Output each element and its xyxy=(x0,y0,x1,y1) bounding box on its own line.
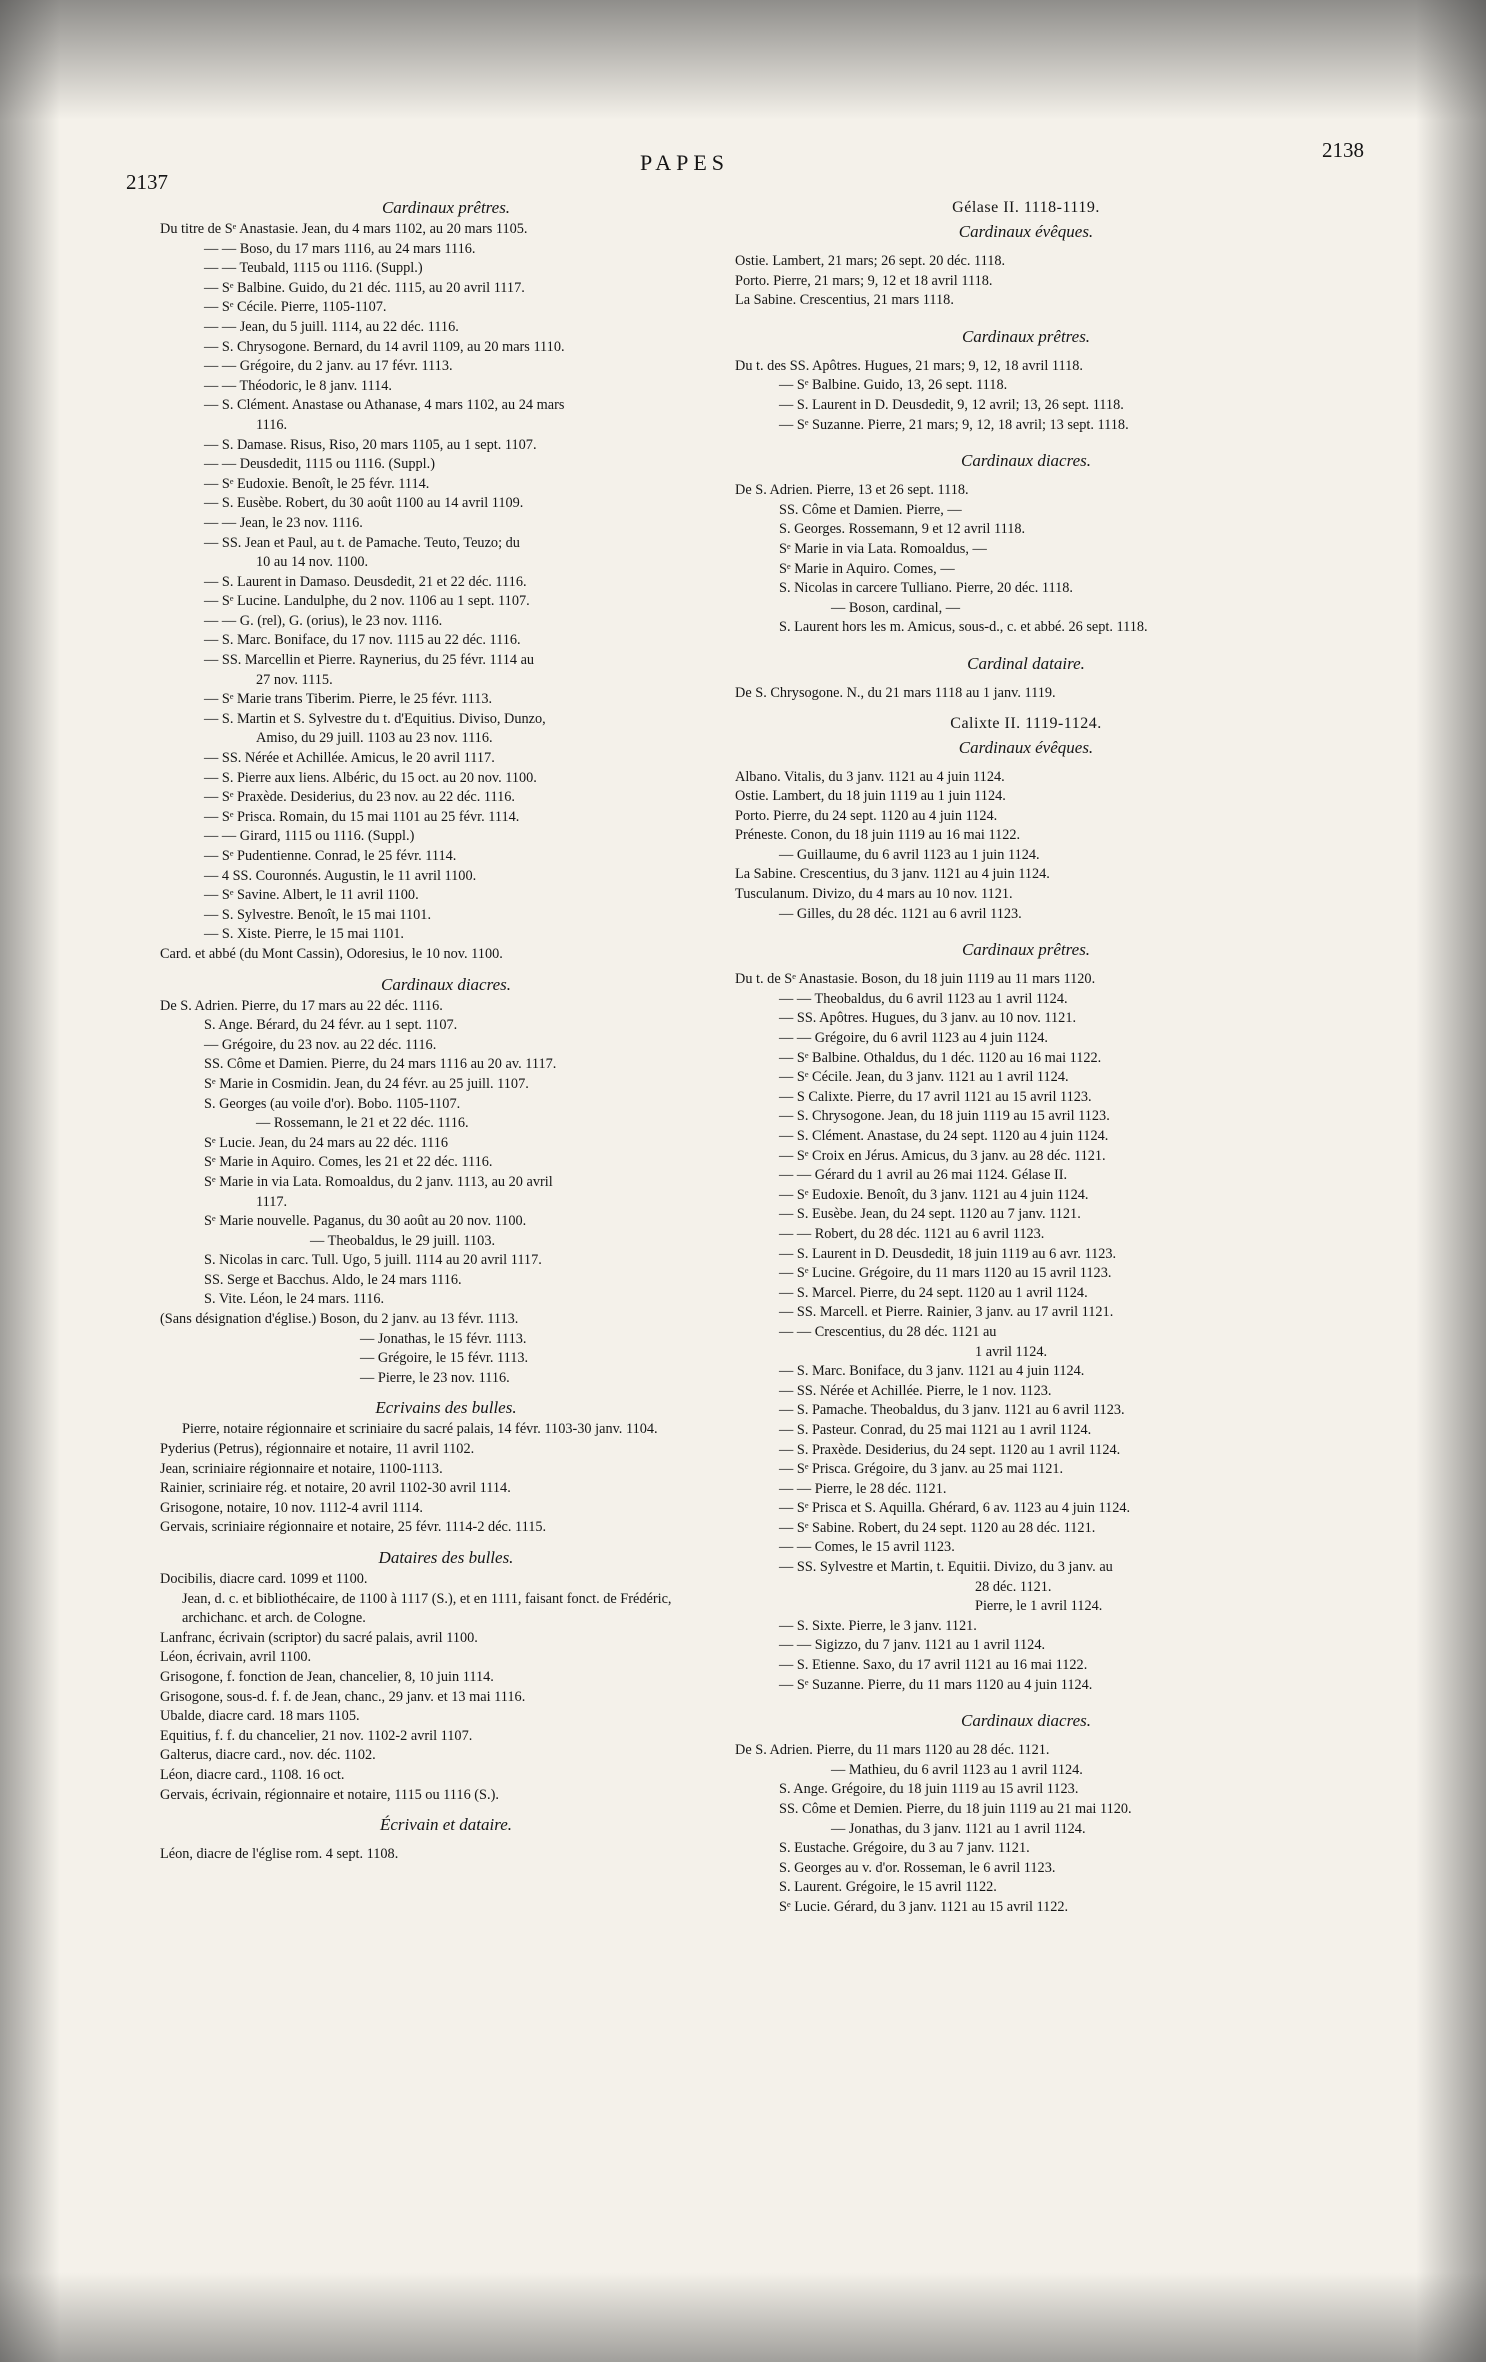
entry-line: — Sᵉ Pudentienne. Conrad, le 25 févr. 1114. xyxy=(204,848,457,864)
entry-line: — S. Marc. Boniface, du 17 nov. 1115 au 22 déc. 1116. xyxy=(204,632,521,649)
entry-line: Tusculanum. Divizo, du 4 mars au 10 nov. 1121. xyxy=(735,886,1013,903)
entry-line: — Sᵉ Balbine. Othaldus, du 1 déc. 1120 au 16 mai 1122. xyxy=(779,1049,1102,1066)
entry-line: — Sᵉ Cécile. Jean, du 3 janv. 1121 au 1 avril 1124. xyxy=(779,1069,1069,1086)
entry-line: SS. Côme et Damien. Pierre, du 24 mars 1116 au 20 av. 1117. xyxy=(204,1056,557,1073)
entry-line: 28 déc. 1121. xyxy=(975,1578,1052,1595)
entry-line: Du titre de Sᵉ Anastasie. Jean, du 4 mars 1102, au 20 mars 1105. xyxy=(160,221,528,237)
spacer xyxy=(735,1733,1317,1741)
entry-line: Sᵉ Marie in Cosmidin. Jean, du 24 févr. au 25 juill. 1107. xyxy=(204,1075,529,1092)
section-heading: Cardinaux prêtres. xyxy=(381,198,511,217)
entry-line: — S Calixte. Pierre, du 17 avril 1121 au 15 avril 1123. xyxy=(779,1088,1092,1105)
entry-line: SS. Côme et Damien. Pierre, — xyxy=(779,501,962,518)
entry-line: S. Laurent. Grégoire, le 15 avril 1122. xyxy=(779,1879,997,1896)
entry-line: Amiso, du 29 juill. 1103 au 23 nov. 1116. xyxy=(256,730,493,747)
entry-line: Porto. Pierre, du 24 sept. 1120 au 4 juin 1124. xyxy=(735,807,998,824)
section-heading: Cardinaux diacres. xyxy=(960,1711,1091,1731)
spacer xyxy=(735,638,1317,652)
entry-line: — S. Clément. Anastase ou Athanase, 4 mars 1102, au 24 mars xyxy=(204,397,565,414)
entry-line: Sᵉ Marie in via Lata. Romoaldus, — xyxy=(779,540,987,557)
entry-line: — S. Marc. Boniface, du 3 janv. 1121 au 4 juin 1124. xyxy=(779,1363,1085,1380)
right-column xyxy=(735,196,1317,1918)
section-heading: Cardinaux diacres. xyxy=(380,974,511,994)
entry-line: — 4 SS. Couronnés. Augustin, le 11 avril 1100. xyxy=(204,867,477,884)
entry-line: Albano. Vitalis, du 3 janv. 1121 au 4 juin 1124. xyxy=(735,768,1005,785)
entry-line: Docibilis, diacre card. 1099 et 1100. xyxy=(160,1571,368,1587)
entry-line: — S. Pierre aux liens. Albéric, du 15 oct. au 20 nov. 1100. xyxy=(204,769,537,786)
entry-line: — S. Sylvestre. Benoît, le 15 mai 1101. xyxy=(204,906,432,923)
entry-line: Card. et abbé (du Mont Cassin), Odoresius, le 10 nov. 1100. xyxy=(160,945,503,962)
entry-line: — Theobaldus, le 29 juill. 1103. xyxy=(310,1232,496,1249)
entry-line: Sᵉ Marie in Aquiro. Comes, — xyxy=(779,560,955,577)
spacer xyxy=(735,244,1317,252)
spacer xyxy=(160,1805,732,1813)
entry-line: Jean, d. c. et bibliothécaire, de 1100 à 1117 (S.), et en 1111, faisant fonct. de Frédéric, archichanc. et arch. de Cologne. xyxy=(182,1590,672,1627)
entry-line: — — Jean, le 23 nov. 1116. xyxy=(204,514,363,531)
entry-line: — — Jean, du 5 juill. 1114, au 22 déc. 1116. xyxy=(204,318,459,335)
entry-line: — Rossemann, le 21 et 22 déc. 1116. xyxy=(256,1115,469,1132)
entry-line: — S. Damase. Risus, Riso, 20 mars 1105, au 1 sept. 1107. xyxy=(204,436,537,453)
entry-line: — Sᵉ Balbine. Guido, du 21 déc. 1115, au 20 avril 1117. xyxy=(204,279,525,296)
entry-line: Grisogone, notaire, 10 nov. 1112-4 avril 1114. xyxy=(160,1499,423,1516)
entry-line: — S. Martin et S. Sylvestre du t. d'Equitius. Diviso, Dunzo, xyxy=(204,710,546,727)
entry-line: — Sᵉ Suzanne. Pierre, du 11 mars 1120 au 4 juin 1124. xyxy=(779,1676,1093,1693)
entry-line: S. Laurent hors les m. Amicus, sous-d., c. et abbé. 26 sept. 1118. xyxy=(779,619,1148,636)
entry-line: — — G. (rel), G. (orius), le 23 nov. 1116. xyxy=(204,612,443,629)
entry-line: La Sabine. Crescentius, du 3 janv. 1121 au 4 juin 1124. xyxy=(735,866,1050,883)
entry-line: Sᵉ Marie nouvelle. Paganus, du 30 août au 20 nov. 1100. xyxy=(204,1213,527,1230)
pope-heading: Gélase II. 1118-1119. xyxy=(952,199,1100,216)
spacer xyxy=(735,704,1317,712)
entry-line: S. Vite. Léon, le 24 mars. 1116. xyxy=(204,1291,385,1308)
entry-line: S. Ange. Grégoire, du 18 juin 1119 au 15 avril 1123. xyxy=(779,1781,1079,1798)
entry-line: — Grégoire, du 23 nov. au 22 déc. 1116. xyxy=(204,1036,437,1053)
spacer xyxy=(735,1695,1317,1709)
entry-line: — Sᵉ Marie trans Tiberim. Pierre, le 25 févr. 1113. xyxy=(204,691,493,708)
spacer xyxy=(735,349,1317,357)
entry-line: — S. Etienne. Saxo, du 17 avril 1121 au 16 mai 1122. xyxy=(779,1657,1088,1674)
entry-line: S. Georges au v. d'or. Rosseman, le 6 avril 1123. xyxy=(779,1859,1056,1876)
entry-line: — Sᵉ Savine. Albert, le 11 avril 1100. xyxy=(204,887,419,904)
pope-heading: Calixte II. 1119-1124. xyxy=(950,714,1102,732)
left-page-number: 2137 xyxy=(126,170,168,194)
entry-line: — Sᵉ Prisca et S. Aquilla. Ghérard, 6 av. 1123 au 4 juin 1124. xyxy=(779,1500,1131,1517)
entry-line: — SS. Sylvestre et Martin, t. Equitii. Divizo, du 3 janv. au xyxy=(779,1559,1113,1576)
scan-shadow-right xyxy=(1416,0,1486,2362)
entry-line: — — Sigizzo, du 7 janv. 1121 au 1 avril 1124. xyxy=(779,1637,1046,1654)
entry-line: — SS. Marcellin et Pierre. Raynerius, du 25 févr. 1114 au xyxy=(204,652,535,669)
entry-line: — Mathieu, du 6 avril 1123 au 1 avril 1124. xyxy=(831,1761,1083,1778)
entry-line: — — Robert, du 28 déc. 1121 au 6 avril 1123. xyxy=(779,1225,1045,1242)
entry-line: — S. Eusèbe. Robert, du 30 août 1100 au 14 avril 1109. xyxy=(204,495,524,512)
entry-line: Pierre, le 1 avril 1124. xyxy=(975,1598,1103,1615)
entry-line: De S. Adrien. Pierre, du 11 mars 1120 au 28 déc. 1121. xyxy=(735,1742,1050,1759)
entry-line: — S. Laurent in D. Deusdedit, 18 juin 1119 au 6 avr. 1123. xyxy=(779,1245,1117,1262)
entry-line: — Sᵉ Prisca. Grégoire, du 3 janv. au 25 mai 1121. xyxy=(779,1461,1064,1478)
entry-line: Sᵉ Marie in Aquiro. Comes, les 21 et 22 déc. 1116. xyxy=(204,1154,493,1171)
entry-line: — — Deusdedit, 1115 ou 1116. (Suppl.) xyxy=(204,456,435,473)
scan-shadow-left xyxy=(0,0,60,2362)
entry-line: — S. Laurent in D. Deusdedit, 9, 12 avril; 13, 26 sept. 1118. xyxy=(779,396,1124,413)
spacer xyxy=(735,924,1317,938)
entry-line: — SS. Marcell. et Pierre. Rainier, 3 janv. au 17 avril 1121. xyxy=(779,1304,1114,1321)
entry-line: — Grégoire, le 15 févr. 1113. xyxy=(360,1350,529,1367)
entry-line: — Guillaume, du 6 avril 1123 au 1 juin 1124. xyxy=(779,846,1040,863)
entry-line: Préneste. Conon, du 18 juin 1119 au 16 mai 1122. xyxy=(735,827,1021,844)
scan-shadow-top xyxy=(0,0,1486,120)
entry-line: SS. Serge et Bacchus. Aldo, le 24 mars 1116. xyxy=(204,1271,462,1288)
entry-line: SS. Côme et Demien. Pierre, du 18 juin 1119 au 21 mai 1120. xyxy=(779,1801,1132,1817)
entry-line: Gervais, écrivain, régionnaire et notaire, 1115 ou 1116 (S.). xyxy=(160,1786,499,1803)
entry-line: — — Comes, le 15 avril 1123. xyxy=(779,1539,955,1556)
entry-line: Lanfranc, écrivain (scriptor) du sacré palais, avril 1100. xyxy=(160,1629,478,1646)
entry-line: 1117. xyxy=(256,1193,288,1210)
right-page-number: 2138 xyxy=(1322,138,1364,162)
entry-line: — SS. Nérée et Achillée. Amicus, le 20 avril 1117. xyxy=(204,750,495,767)
entry-line: 27 nov. 1115. xyxy=(256,671,333,688)
entry-line: Ubalde, diacre card. 18 mars 1105. xyxy=(160,1708,360,1725)
entry-line: S. Nicolas in carc. Tull. Ugo, 5 juill. 1114 au 20 avril 1117. xyxy=(204,1252,542,1269)
entry-line: S. Georges (au voile d'or). Bobo. 1105-1107. xyxy=(204,1095,461,1112)
entry-line: — — Théodoric, le 8 janv. 1114. xyxy=(204,377,392,394)
entry-line: 1 avril 1124. xyxy=(975,1343,1048,1360)
spacer xyxy=(735,473,1317,481)
entry-line: Pierre, notaire régionnaire et scriniaire du sacré palais, 14 févr. 1103-30 janv. 1104. xyxy=(182,1421,658,1438)
entry-line: — — Crescentius, du 28 déc. 1121 au xyxy=(779,1323,997,1340)
entry-line: S. Georges. Rossemann, 9 et 12 avril 1118. xyxy=(779,521,1026,538)
entry-line: — S. Chrysogone. Bernard, du 14 avril 1109, au 20 mars 1110. xyxy=(204,338,565,355)
spacer xyxy=(160,965,732,973)
left-column xyxy=(160,196,732,1865)
entry-line: — Sᵉ Lucine. Grégoire, du 11 mars 1120 au 15 avril 1123. xyxy=(779,1265,1112,1282)
entry-line: — — Teubald, 1115 ou 1116. (Suppl.) xyxy=(204,260,423,277)
entry-line: S. Ange. Bérard, du 24 févr. au 1 sept. 1107. xyxy=(204,1017,458,1034)
entry-line: — Sᵉ Sabine. Robert, du 24 sept. 1120 au 28 déc. 1121. xyxy=(779,1519,1096,1536)
spacer xyxy=(735,760,1317,768)
spacer xyxy=(735,962,1317,970)
entry-line: — Sᵉ Prisca. Romain, du 15 mai 1101 au 25 févr. 1114. xyxy=(204,808,520,825)
entry-line: — S. Pasteur. Conrad, du 25 mai 1121 au 1 avril 1124. xyxy=(779,1421,1092,1438)
entry-line: S. Nicolas in carcere Tulliano. Pierre, 20 déc. 1118. xyxy=(779,580,1073,597)
entry-line: Sᵉ Lucie. Gérard, du 3 janv. 1121 au 15 avril 1122. xyxy=(779,1898,1069,1915)
running-title: PAPES xyxy=(640,150,730,175)
entry-line: 1116. xyxy=(256,416,288,433)
entry-line: — S. Laurent in Damaso. Deusdedit, 21 et 22 déc. 1116. xyxy=(204,573,527,590)
entry-line: — S. Pamache. Theobaldus, du 3 janv. 1121 au 6 avril 1123. xyxy=(779,1402,1125,1419)
entry-line: — — Girard, 1115 ou 1116. (Suppl.) xyxy=(204,828,415,845)
entry-line: — S. Sixte. Pierre, le 3 janv. 1121. xyxy=(779,1617,977,1634)
entry-line: Ostie. Lambert, du 18 juin 1119 au 1 juin 1124. xyxy=(735,788,1006,805)
entry-line: — Pierre, le 23 nov. 1116. xyxy=(360,1369,510,1386)
entry-line: Sᵉ Marie in via Lata. Romoaldus, du 2 janv. 1113, au 20 avril xyxy=(204,1173,553,1190)
entry-line: Ostie. Lambert, 21 mars; 26 sept. 20 déc. 1118. xyxy=(735,253,1006,269)
entry-line: — Sᵉ Praxède. Desiderius, du 23 nov. au 22 déc. 1116. xyxy=(204,789,515,806)
entry-line: — — Grégoire, du 6 avril 1123 au 4 juin 1124. xyxy=(779,1030,1048,1047)
entry-line: Pyderius (Petrus), régionnaire et notaire, 11 avril 1102. xyxy=(160,1441,475,1458)
entry-line: — S. Eusèbe. Jean, du 24 sept. 1120 au 7 janv. 1121. xyxy=(779,1206,1081,1223)
section-heading: Cardinaux prêtres. xyxy=(961,940,1091,960)
entry-line: — Sᵉ Balbine. Guido, 13, 26 sept. 1118. xyxy=(779,377,1008,394)
scan-shadow-bottom xyxy=(0,2272,1486,2362)
spacer xyxy=(735,435,1317,449)
section-heading: Dataires des bulles. xyxy=(378,1548,514,1567)
section-heading: Cardinal dataire. xyxy=(967,653,1085,673)
section-heading: Cardinaux diacres. xyxy=(960,451,1091,471)
spacer xyxy=(735,676,1317,684)
entry-line: — Sᵉ Cécile. Pierre, 1105-1107. xyxy=(204,299,387,316)
entry-line: — — Boso, du 17 mars 1116, au 24 mars 1116. xyxy=(204,240,476,257)
entry-line: Grisogone, f. fonction de Jean, chancelier, 8, 10 juin 1114. xyxy=(160,1668,494,1685)
entry-line: — — Grégoire, du 2 janv. au 17 févr. 1113. xyxy=(204,358,453,375)
entry-line: De S. Adrien. Pierre, 13 et 26 sept. 1118. xyxy=(735,482,969,499)
entry-line: Léon, diacre de l'église rom. 4 sept. 1108. xyxy=(160,1846,399,1863)
entry-line: — Boson, cardinal, — xyxy=(831,599,961,616)
entry-line: Gervais, scriniaire régionnaire et notaire, 25 févr. 1114-2 déc. 1115. xyxy=(160,1519,547,1536)
section-heading: Cardinaux évêques. xyxy=(958,737,1094,757)
entry-line: — S. Clément. Anastase, du 24 sept. 1120 au 4 juin 1124. xyxy=(779,1128,1109,1144)
entry-line: (Sans désignation d'église.) Boson, du 2 janv. au 13 févr. 1113. xyxy=(160,1311,519,1328)
entry-line: — Sᵉ Croix en Jérus. Amicus, du 3 janv. au 28 déc. 1121. xyxy=(779,1147,1106,1164)
entry-line: De S. Adrien. Pierre, du 17 mars au 22 déc. 1116. xyxy=(160,997,443,1014)
spacer xyxy=(735,311,1317,325)
section-heading: Cardinaux prêtres. xyxy=(961,326,1091,346)
entry-line: Léon, diacre card., 1108. 16 oct. xyxy=(160,1766,345,1783)
entry-line: La Sabine. Crescentius, 21 mars 1118. xyxy=(735,292,954,309)
entry-line: — Jonathas, le 15 févr. 1113. xyxy=(360,1330,527,1347)
entry-line: — S. Marcel. Pierre, du 24 sept. 1120 au 1 avril 1124. xyxy=(779,1284,1088,1301)
entry-line: Du t. de Sᵉ Anastasie. Boson, du 18 juin 1119 au 11 mars 1120. xyxy=(735,971,1096,988)
spacer xyxy=(160,1388,732,1396)
entry-line: — Jonathas, du 3 janv. 1121 au 1 avril 1124. xyxy=(831,1820,1086,1837)
entry-line: Sᵉ Lucie. Jean, du 24 mars au 22 déc. 1116 xyxy=(204,1134,449,1151)
section-heading: Cardinaux évêques. xyxy=(958,222,1094,241)
section-heading: Ecrivains des bulles. xyxy=(375,1398,517,1418)
entry-line: — — Pierre, le 28 déc. 1121. xyxy=(779,1480,947,1497)
entry-line: — SS. Apôtres. Hugues, du 3 janv. au 10 nov. 1121. xyxy=(779,1010,1077,1027)
entry-line: S. Eustache. Grégoire, du 3 au 7 janv. 1121. xyxy=(779,1840,1030,1857)
entry-line: — — Gérard du 1 avril au 26 mai 1124. Gélase II. xyxy=(779,1167,1068,1184)
section-heading: Écrivain et dataire. xyxy=(379,1815,513,1835)
spacer xyxy=(160,1538,732,1546)
entry-line: — Sᵉ Suzanne. Pierre, 21 mars; 9, 12, 18 avril; 13 sept. 1118. xyxy=(779,416,1129,433)
entry-line: — Sᵉ Eudoxie. Benoît, du 3 janv. 1121 au 4 juin 1124. xyxy=(779,1186,1089,1203)
entry-line: Du t. des SS. Apôtres. Hugues, 21 mars; 9, 12, 18 avril 1118. xyxy=(735,357,1084,374)
entry-line: Jean, scriniaire régionnaire et notaire, 1100-1113. xyxy=(160,1460,443,1477)
entry-line: 10 au 14 nov. 1100. xyxy=(256,554,369,571)
entry-line: — SS. Jean et Paul, au t. de Pamache. Teuto, Teuzo; du xyxy=(204,534,520,551)
spacer xyxy=(160,1837,732,1845)
entry-line: De S. Chrysogone. N., du 21 mars 1118 au 1 janv. 1119. xyxy=(735,684,1056,701)
entry-line: — S. Praxède. Desiderius, du 24 sept. 1120 au 1 avril 1124. xyxy=(779,1441,1121,1458)
entry-line: Galterus, diacre card., nov. déc. 1102. xyxy=(160,1747,376,1764)
entry-line: Porto. Pierre, 21 mars; 9, 12 et 18 avril 1118. xyxy=(735,272,993,289)
entry-line: — S. Xiste. Pierre, le 15 mai 1101. xyxy=(204,926,404,943)
entry-line: — Gilles, du 28 déc. 1121 au 6 avril 1123. xyxy=(779,905,1022,922)
entry-line: Equitius, f. f. du chancelier, 21 nov. 1102-2 avril 1107. xyxy=(160,1727,473,1744)
entry-line: — S. Chrysogone. Jean, du 18 juin 1119 au 15 avril 1123. xyxy=(779,1108,1110,1125)
entry-line: — — Theobaldus, du 6 avril 1123 au 1 avril 1124. xyxy=(779,990,1068,1007)
entry-line: Léon, écrivain, avril 1100. xyxy=(160,1649,312,1666)
entry-line: — Sᵉ Lucine. Landulphe, du 2 nov. 1106 au 1 sept. 1107. xyxy=(204,593,530,610)
entry-line: — SS. Nérée et Achillée. Pierre, le 1 nov. 1123. xyxy=(779,1382,1052,1399)
entry-line: Grisogone, sous-d. f. f. de Jean, chanc., 29 janv. et 13 mai 1116. xyxy=(160,1688,526,1705)
entry-line: — Sᵉ Eudoxie. Benoît, le 25 févr. 1114. xyxy=(204,475,430,492)
entry-line: Rainier, scriniaire rég. et notaire, 20 avril 1102-30 avril 1114. xyxy=(160,1480,511,1497)
